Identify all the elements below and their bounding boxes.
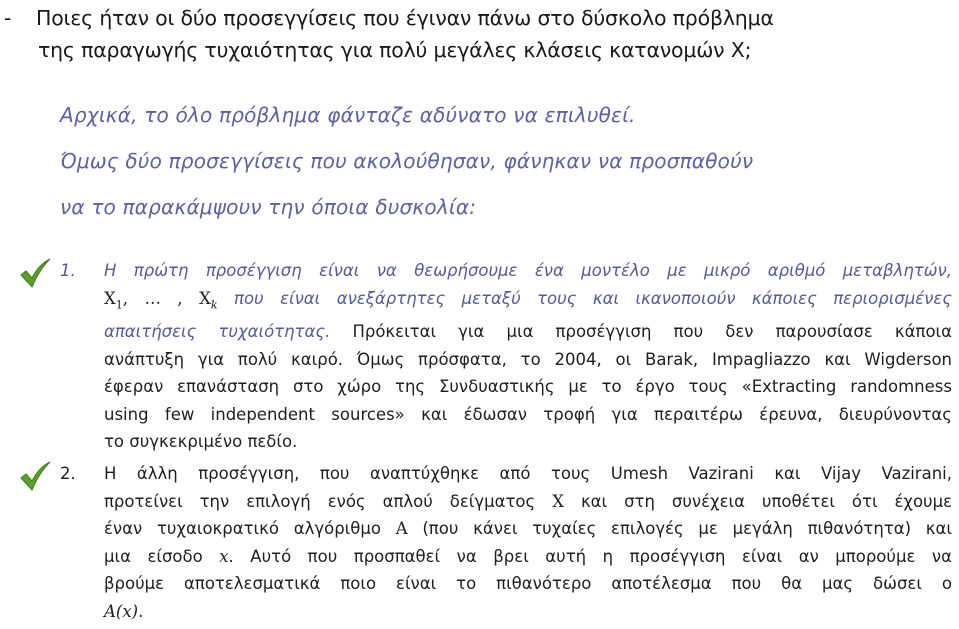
item-line-part: απαιτήσεις τυχαιότητας.	[104, 322, 331, 342]
math-var: X	[104, 288, 116, 308]
item-line: βρούμε αποτελεσματικά ποιο είναι το πιθανότερο αποτέλεσμα που θα μας δώσει ο	[104, 574, 952, 593]
intro-block	[60, 92, 940, 230]
math-var: A(x)	[104, 601, 139, 621]
item-line: using few independent sources» και έδωσαν τροφή για περαιτέρω έρευνα, διευρύνοντας	[104, 404, 952, 424]
item-line	[104, 515, 952, 543]
item-number: 1.	[60, 261, 76, 280]
math-var: x	[219, 546, 229, 566]
item-line-part: Όμως πρόσφατα, το 2004, οι Barak, Impagliazzo και Wigderson	[356, 349, 952, 369]
item-line	[104, 318, 952, 346]
item-line-part: μια είσοδο	[104, 546, 203, 566]
item-line-part: (που κάνει τυχαίες επιλογές με μεγάλη πιθανότητα) και	[422, 519, 952, 538]
item-line-part: έναν τυχαιοκρατικό αλγόριθμο	[104, 519, 381, 538]
question-line-2: της παραγωγής τυχαιότητας για πολύ μεγάλες κλάσεις κατανομών X;	[38, 38, 752, 62]
checkmark-icon	[18, 257, 52, 291]
item-line-part: ανάπτυξη για πολύ καιρό.	[104, 349, 344, 369]
item-line: έφεραν επανάσταση στο χώρο της Συνδυαστικής με το έργο τους «Extracting randomness	[104, 377, 952, 397]
item-line: Η πρώτη προσέγγιση είναι να θεωρήσουμε ένα μοντέλο με μικρό αριθμό μεταβλητών,	[104, 261, 952, 280]
item-line-part: . Αυτό που προσπαθεί να βρει αυτή η προσέγγιση είναι αν μπορούμε να	[228, 546, 952, 566]
intro-line-3: να το παρακάμψουν την όποια δυσκολία:	[60, 195, 477, 219]
checkmark-icon	[18, 460, 52, 494]
item-line-part: .	[138, 601, 144, 621]
item-line	[104, 285, 952, 319]
math-sub: 1	[115, 297, 123, 311]
item-line	[104, 488, 952, 516]
question-block	[0, 2, 955, 66]
question-line-1: Ποιες ήταν οι δύο προσεγγίσεις που έγιναν πάνω στο δύσκολο πρόβλημα	[36, 6, 774, 30]
math-var: , … , X	[122, 288, 211, 308]
item-line-part: προτείνει την επιλογή ενός απλού δείγματος	[104, 491, 536, 511]
question-bullet: -	[4, 6, 12, 30]
item-line-part: Πρόκειται για μια προσέγγιση που δεν παρουσίασε κάποια	[352, 322, 952, 342]
intro-line-1: Αρχικά, το όλο πρόβλημα φάνταζε αδύνατο να επιλυθεί.	[60, 103, 636, 127]
math-sub: k	[210, 297, 218, 311]
math-var: X	[552, 491, 564, 511]
item-line	[104, 346, 952, 374]
item-text	[104, 460, 952, 625]
math-var: A	[395, 519, 408, 538]
item-line-part: και στη συνέχεια υποθέτει ότι έχουμε	[580, 491, 953, 511]
intro-line-2: Όμως δύο προσεγγίσεις που ακολούθησαν, φάνηκαν να προσπαθούν	[60, 149, 754, 173]
item-number: 2.	[60, 464, 76, 483]
item-line-rest: που είναι ανεξάρτητες μεταξύ τους και ικανοποιούν κάποιες περιορισμένες	[234, 288, 952, 308]
item-text	[104, 257, 952, 456]
item-line: Η άλλη προσέγγιση, που αναπτύχθηκε από τους Umesh Vazirani και Vijay Vazirani,	[104, 464, 952, 483]
item-line	[104, 543, 952, 571]
item-line	[104, 598, 952, 626]
item-line: το συγκεκριμένο πεδίο.	[104, 432, 298, 452]
